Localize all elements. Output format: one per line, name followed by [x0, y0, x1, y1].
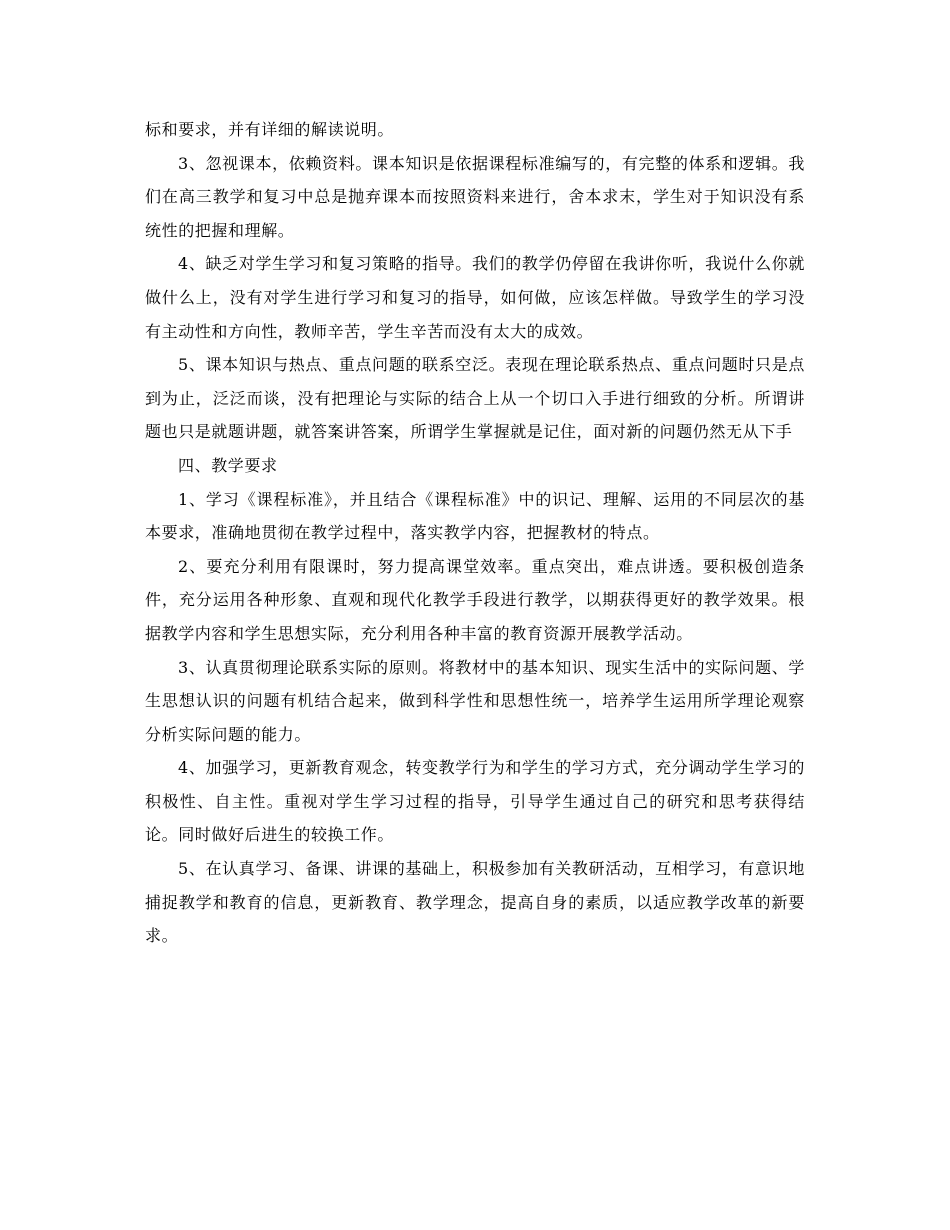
paragraph-continuation: 标和要求，并有详细的解读说明。 — [145, 120, 395, 139]
document-body — [145, 113, 805, 953]
paragraph-requirement-5: 5、在认真学习、备课、讲课的基础上，积极参加有关教研活动，互相学习，有意识地捕捉教学和教育的信息，更新教育、教学理念，提高自身的素质，以适应教学改革的新要求。 — [145, 859, 805, 946]
paragraph-requirement-1: 1、学习《课程标准》，并且结合《课程标准》中的识记、理解、运用的不同层次的基本要求，准确地贯彻在教学过程中，落实教学内容，把握教材的特点。 — [145, 489, 805, 543]
paragraph-requirement-4: 4、加强学习，更新教育观念，转变教学行为和学生的学习方式，充分调动学生学习的积极性、自主性。重视对学生学习过程的指导，引导学生通过自己的研究和思考获得结论。同时做好后进生的较换工作。 — [145, 758, 805, 845]
paragraph-requirement-2: 2、要充分利用有限课时，努力提高课堂效率。重点突出，难点讲透。要积极创造条件，充分运用各种形象、直观和现代化教学手段进行教学，以期获得更好的教学效果。根据教学内容和学生思想实际，充分利用各种丰富的教育资源开展教学活动。 — [145, 556, 805, 643]
paragraph-issue-4: 4、缺乏对学生学习和复习策略的指导。我们的教学仍停留在我讲你听，我说什么你就做什么上，没有对学生进行学习和复习的指导，如何做，应该怎样做。导致学生的学习没有主动性和方向性，教师辛苦，学生辛苦而没有太大的成效。 — [145, 254, 805, 341]
paragraph-issue-3: 3、忽视课本，依赖资料。课本知识是依据课程标准编写的，有完整的体系和逻辑。我们在高三教学和复习中总是抛弃课本而按照资料来进行，舍本求末，学生对于知识没有系统性的把握和理解。 — [145, 153, 805, 240]
paragraph-requirement-3: 3、认真贯彻理论联系实际的原则。将教材中的基本知识、现实生活中的实际问题、学生思想认识的问题有机结合起来，做到科学性和思想性统一，培养学生运用所学理论观察分析实际问题的能力。 — [145, 657, 805, 744]
paragraph-issue-5: 5、课本知识与热点、重点问题的联系空泛。表现在理论联系热点、重点问题时只是点到为止，泛泛而谈，没有把理论与实际的结合上从一个切口入手进行细致的分析。所谓讲题也只是就题讲题，就答案讲答案，所谓学生掌握就是记住，面对新的问题仍然无从下手 — [145, 355, 805, 442]
section-heading-teaching-requirements: 四、教学要求 — [178, 455, 278, 475]
